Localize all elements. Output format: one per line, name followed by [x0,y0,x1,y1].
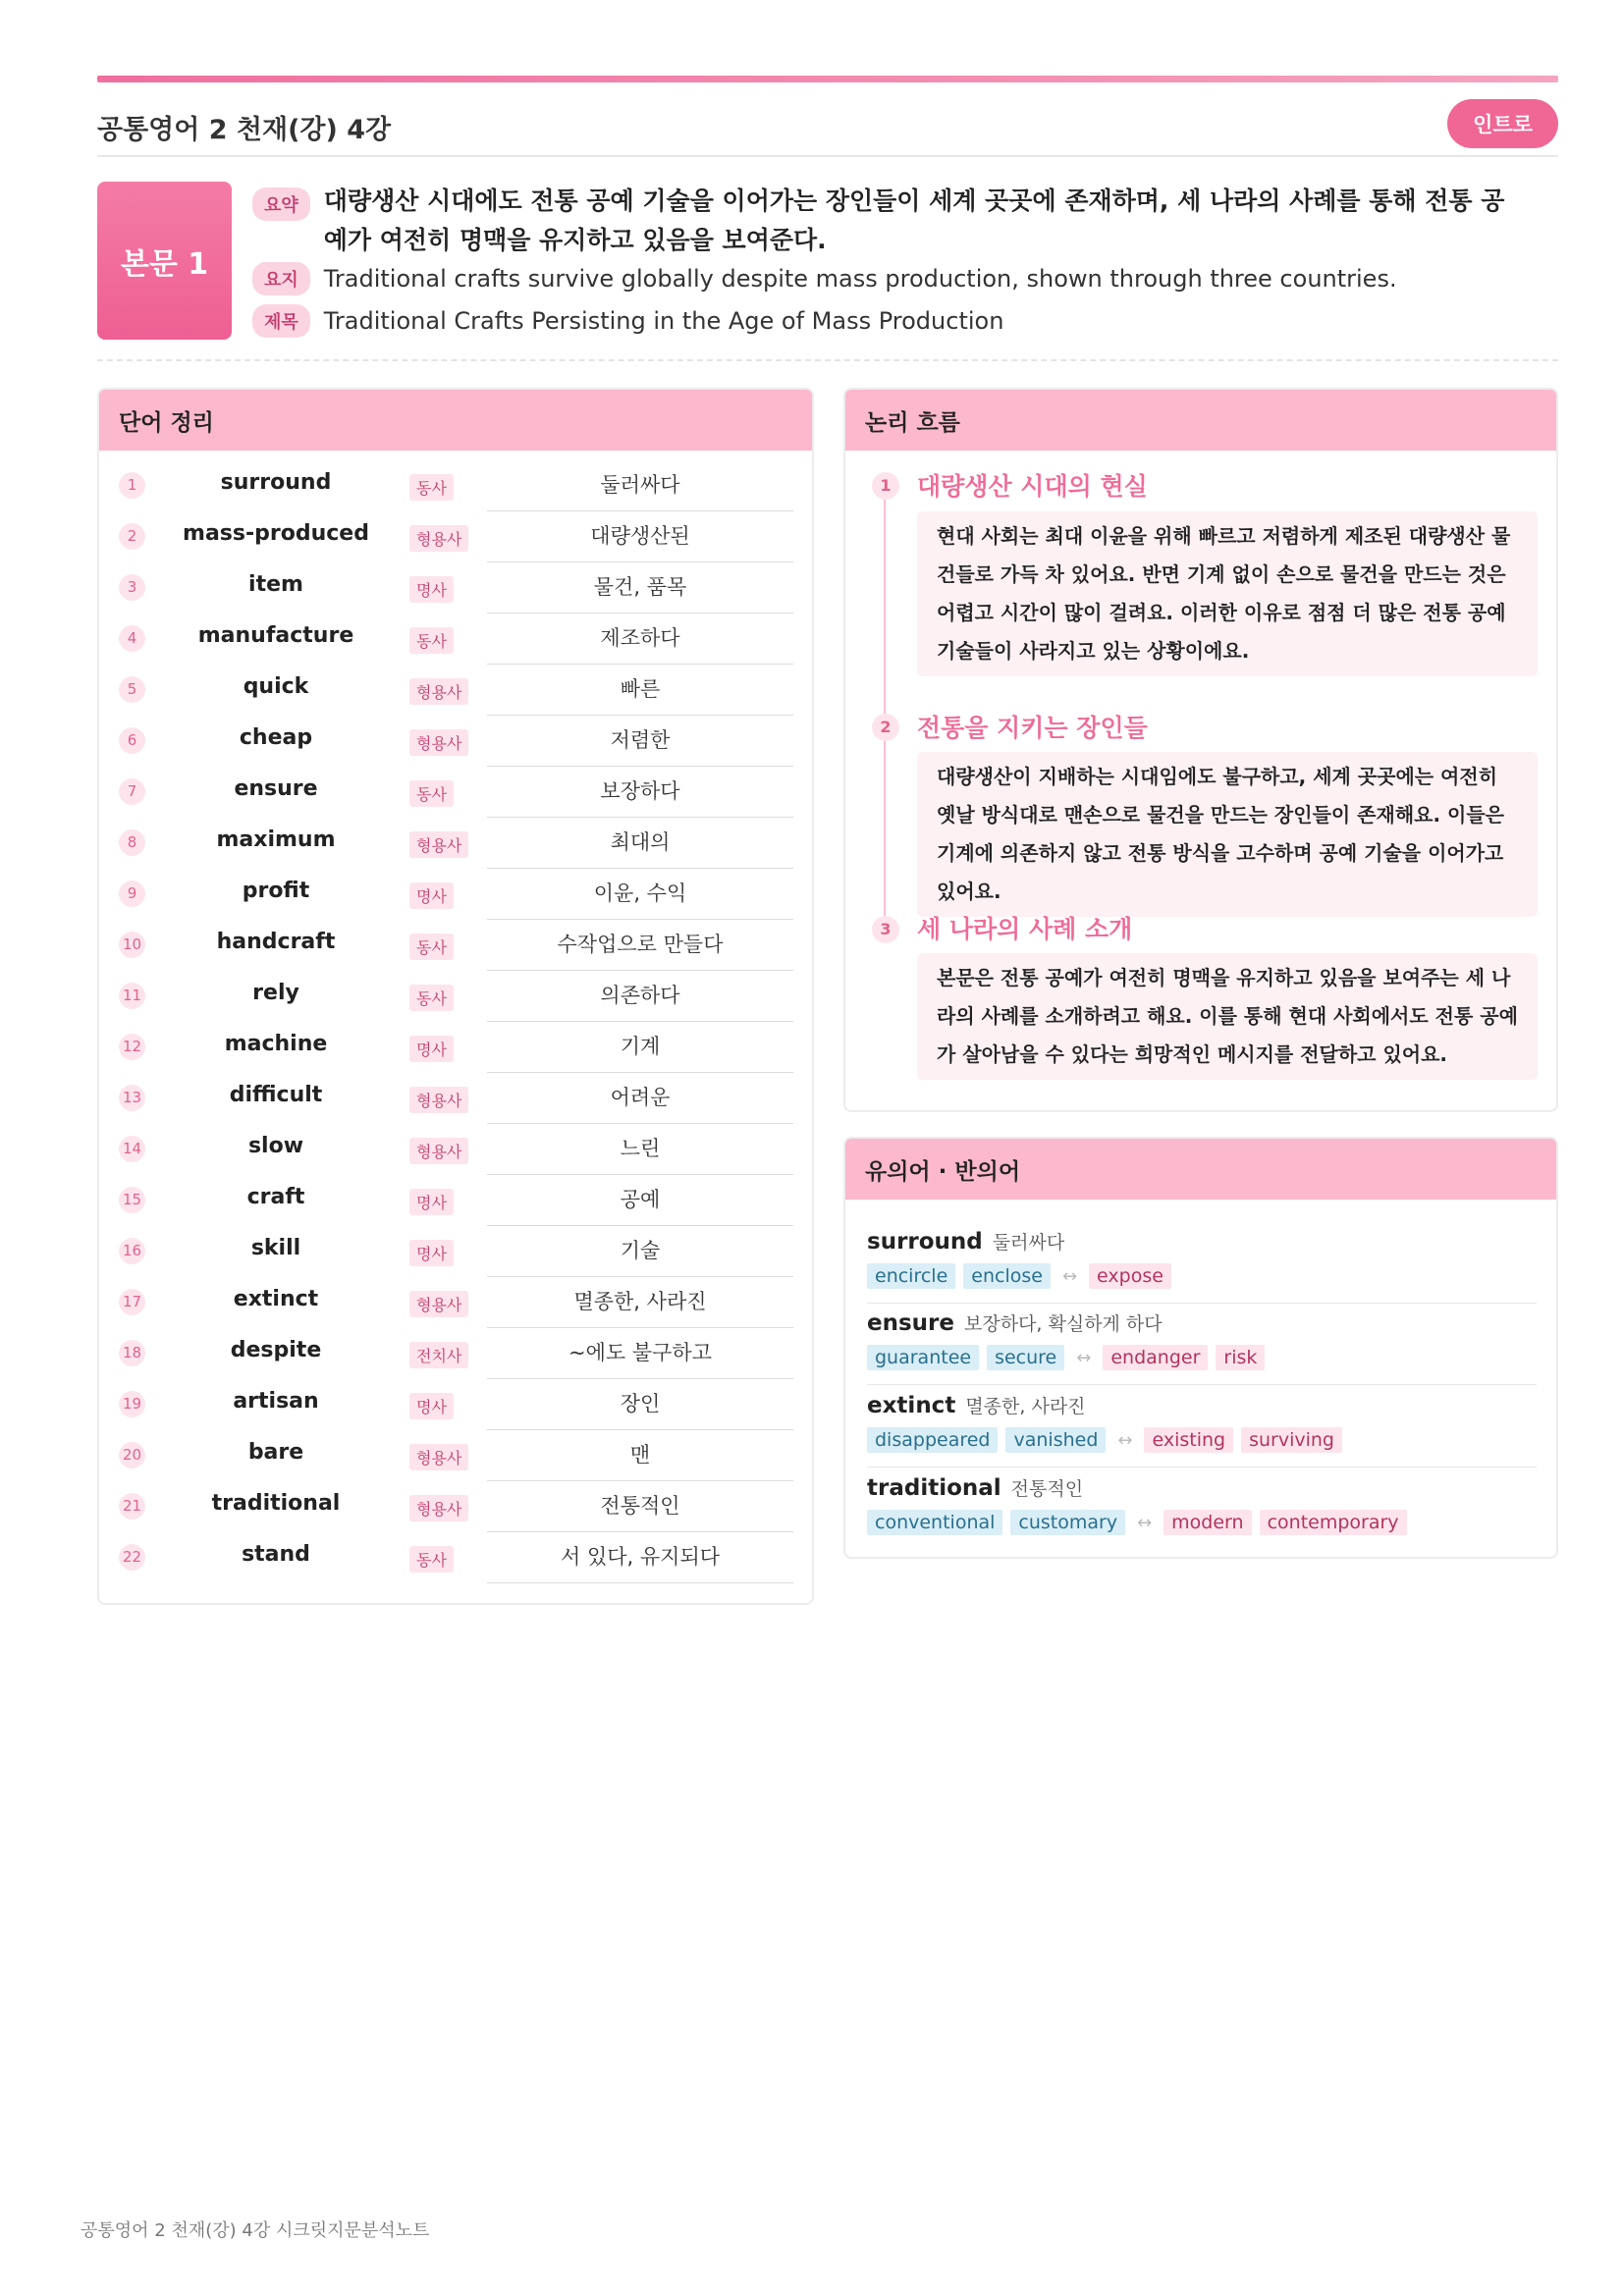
opposite-arrow-icon: ↔ [1137,1512,1153,1533]
vocab-word: stand [242,1542,310,1567]
vocab-number: 13 [119,1085,145,1111]
vocab-meaning: 기계 [487,1022,793,1073]
vocab-row [99,869,812,920]
title-tag: 제목 [252,304,310,338]
vocab-meaning: 전통적인 [487,1481,793,1532]
vocab-word: profit [242,879,310,903]
flow-step-number: 2 [872,714,899,741]
vocab-meaning: 수작업으로 만들다 [487,920,793,971]
vocab-pos-badge: 형용사 [409,1138,468,1164]
synonym-chips [867,1510,1415,1535]
antonym-chip: contemporary [1260,1510,1407,1535]
gist-tag: 요지 [252,262,310,295]
vocab-word: artisan [233,1389,319,1414]
vocab-pos-badge: 형용사 [409,729,468,756]
synonym-word: surround [867,1229,983,1255]
vocab-number: 9 [119,881,145,907]
logic-flow-panel [843,388,1558,1112]
antonym-chip: existing [1144,1427,1233,1453]
synonym-chip: secure [987,1345,1064,1370]
flow-step-title: 전통을 지키는 장인들 [917,714,1148,742]
summary-row [252,182,1522,260]
vocab-row [99,1379,812,1430]
vocab-heading: 단어 정리 [99,390,812,451]
vocab-number: 5 [119,676,145,703]
vocab-meaning: 의존하다 [487,971,793,1022]
vocab-pos-badge: 명사 [409,1240,454,1266]
synonym-chip: enclose [963,1263,1051,1289]
vocab-number: 15 [119,1187,145,1213]
synonym-chips [867,1345,1272,1370]
vocab-word: bare [247,1440,304,1465]
vocab-word: craft [246,1185,305,1209]
title-text: Traditional Crafts Persisting in the Age of Mass Production [323,307,1004,335]
vocab-pos-badge: 명사 [409,1036,454,1062]
vocab-number: 16 [119,1238,145,1264]
vocab-row [99,1124,812,1175]
vocab-row [99,1481,812,1532]
vocab-word: manufacture [197,623,354,648]
flow-step-text: 현대 사회는 최대 이윤을 위해 빠르고 저렴하게 제조된 대량생산 물건들로 가득 차 있어요. 반면 기계 없이 손으로 물건을 만드는 것은 어렵고 시간이 많이 걸려요. 이러한 이유로 점점 더 많은 전통 공예 기술들이 사라지고 있는 상황이에요. [917,511,1538,676]
antonym-chip: surviving [1241,1427,1342,1453]
vocab-meaning: 맨 [487,1430,793,1481]
vocab-pos-badge: 전치사 [409,1342,468,1368]
gist-row [252,262,1397,295]
vocab-meaning: 기술 [487,1226,793,1277]
vocab-number: 21 [119,1493,145,1520]
vocab-word: skill [250,1236,301,1260]
synonym-head [867,1474,1083,1501]
opposite-arrow-icon: ↔ [1117,1429,1133,1451]
vocab-number: 8 [119,829,145,856]
page-footer: 공통영어 2 천재(강) 4강 시크릿지문분석노트 [81,2220,430,2241]
synonym-item [867,1222,1537,1304]
page-header [97,98,1558,157]
vocab-pos-badge: 형용사 [409,678,468,705]
opposite-arrow-icon: ↔ [1061,1265,1078,1287]
vocab-row [99,1328,812,1379]
vocab-pos-badge: 형용사 [409,1087,468,1113]
vocab-number: 10 [119,932,145,958]
vocab-meaning: 느린 [487,1124,793,1175]
vocab-row [99,460,812,511]
vocab-row [99,511,812,562]
vocab-pos-badge: 명사 [409,1189,454,1215]
vocab-word: maximum [216,828,336,852]
vocab-word: difficult [229,1083,323,1107]
vocab-word: quick [243,674,309,699]
flow-step-title: 대량생산 시대의 현실 [917,472,1148,501]
vocab-number: 2 [119,523,145,550]
vocab-word: machine [224,1032,328,1056]
top-accent-bar [97,76,1558,82]
title-row [252,304,1003,338]
vocab-number: 22 [119,1544,145,1571]
page-title: 공통영어 2 천재(강) 4강 [97,114,392,145]
vocab-word: ensure [234,776,318,801]
vocab-word: item [248,572,303,597]
vocab-row [99,1532,812,1583]
synonym-chip: customary [1010,1510,1125,1535]
vocab-row [99,562,812,614]
flow-step-number: 3 [872,916,899,943]
vocab-row [99,1073,812,1124]
antonym-chip: endanger [1103,1345,1208,1370]
synonym-heading: 유의어 · 반의어 [845,1139,1556,1200]
vocab-row [99,1226,812,1277]
synonym-meaning: 멸종한, 사라진 [965,1396,1086,1417]
vocab-word: despite [230,1338,322,1362]
vocab-number: 20 [119,1442,145,1468]
synonym-chip: encircle [867,1263,955,1289]
vocab-word: mass-produced [183,521,369,546]
synonym-chip: vanished [1005,1427,1106,1453]
antonym-chip: risk [1216,1345,1265,1370]
summary-text: 대량생산 시대에도 전통 공예 기술을 이어가는 장인들이 세계 곳곳에 존재하며, 세 나라의 사례를 통해 전통 공예가 여전히 명맥을 유지하고 있음을 보여준다. [323,187,1505,254]
vocab-pos-badge: 명사 [409,576,454,603]
vocab-row [99,1277,812,1328]
flow-step-text: 대량생산이 지배하는 시대임에도 불구하고, 세계 곳곳에는 여전히 옛날 방식대로 맨손으로 물건을 만드는 장인들이 존재해요. 이들은 기계에 의존하지 않고 전통 방식을 고수하며 공예 기술을 이어가고 있어요. [917,752,1538,917]
antonym-chip: modern [1163,1510,1251,1535]
vocab-meaning: 멸종한, 사라진 [487,1277,793,1328]
vocab-row [99,920,812,971]
vocab-meaning: 이윤, 수익 [487,869,793,920]
synonym-chips [867,1263,1179,1289]
vocab-word: slow [247,1134,304,1158]
opposite-arrow-icon: ↔ [1076,1347,1092,1368]
vocab-pos-badge: 형용사 [409,831,468,858]
vocab-number: 7 [119,778,145,805]
vocab-number: 17 [119,1289,145,1315]
vocab-number: 4 [119,625,145,652]
vocab-pos-badge: 형용사 [409,1291,468,1317]
vocab-number: 18 [119,1340,145,1366]
vocab-number: 1 [119,472,145,499]
flow-step-text: 본문은 전통 공예가 여전히 명맥을 유지하고 있음을 보여주는 세 나라의 사례를 소개하려고 해요. 이를 통해 현대 사회에서도 전통 공예가 살아남을 수 있다는 희망적인 메시지를 전달하고 있어요. [917,953,1538,1080]
synonym-chip: conventional [867,1510,1002,1535]
synonym-word: ensure [867,1310,954,1336]
vocab-word: extinct [233,1287,319,1311]
vocab-meaning: 공예 [487,1175,793,1226]
vocab-row [99,971,812,1022]
synonym-head [867,1392,1086,1418]
intro-button[interactable]: 인트로 [1447,99,1558,148]
flow-step-number: 1 [872,472,899,500]
synonym-meaning: 둘러싸다 [992,1232,1065,1254]
synonym-meaning: 보장하다, 확실하게 하다 [963,1313,1163,1335]
vocab-row [99,1430,812,1481]
vocab-number: 11 [119,983,145,1009]
vocab-row [99,818,812,869]
vocab-pos-badge: 동사 [409,627,454,654]
vocab-meaning: 빠른 [487,665,793,716]
vocab-meaning: 제조하다 [487,614,793,665]
vocab-number: 14 [119,1136,145,1162]
synonym-meaning: 전통적인 [1010,1478,1084,1500]
synonym-chip: guarantee [867,1345,979,1370]
vocab-number: 19 [119,1391,145,1417]
vocab-meaning: 보장하다 [487,767,793,818]
vocab-row [99,665,812,716]
vocab-word: surround [220,470,332,495]
synonym-chip: disappeared [867,1427,998,1453]
vocab-meaning: 둘러싸다 [487,460,793,511]
vocab-pos-badge: 동사 [409,934,454,960]
summary-tag: 요약 [252,187,310,221]
vocab-number: 12 [119,1034,145,1060]
vocab-meaning: 어려운 [487,1073,793,1124]
vocab-row [99,614,812,665]
vocab-meaning: ~에도 불구하고 [487,1328,793,1379]
antonym-chip: expose [1089,1263,1171,1289]
synonym-head [867,1228,1064,1255]
vocab-pos-badge: 명사 [409,1393,454,1419]
vocab-meaning: 대량생산된 [487,511,793,562]
vocab-pos-badge: 동사 [409,1546,454,1573]
gist-text: Traditional crafts survive globally despite mass production, shown through three countries. [323,265,1397,293]
vocab-row [99,1175,812,1226]
vocab-number: 6 [119,727,145,754]
synonym-word: extinct [867,1393,956,1418]
vocab-meaning: 저렴한 [487,716,793,767]
vocab-word: cheap [239,725,313,750]
vocab-meaning: 서 있다, 유지되다 [487,1532,793,1583]
vocab-row [99,1022,812,1073]
vocab-panel [97,388,814,1605]
synonym-item [867,1386,1537,1468]
vocab-meaning: 최대의 [487,818,793,869]
vocab-pos-badge: 동사 [409,474,454,501]
section-label: 본문 1 [97,182,232,340]
vocab-pos-badge: 동사 [409,780,454,807]
vocab-meaning: 물건, 품목 [487,562,793,614]
vocab-pos-badge: 형용사 [409,525,468,552]
flow-step-title: 세 나라의 사례 소개 [917,915,1133,943]
synonym-head [867,1309,1163,1336]
vocab-pos-badge: 형용사 [409,1444,468,1470]
vocab-word: rely [252,981,299,1005]
synonym-chips [867,1427,1350,1453]
summary-section [97,182,1558,361]
vocab-row [99,767,812,818]
vocab-row [99,716,812,767]
vocab-pos-badge: 형용사 [409,1495,468,1522]
synonym-antonym-panel [843,1137,1558,1559]
vocab-number: 3 [119,574,145,601]
synonym-item [867,1304,1537,1385]
vocab-pos-badge: 동사 [409,985,454,1011]
synonym-word: traditional [867,1475,1001,1501]
flow-heading: 논리 흐름 [845,390,1556,451]
vocab-meaning: 장인 [487,1379,793,1430]
vocab-pos-badge: 명사 [409,882,454,909]
synonym-item [867,1468,1537,1550]
vocab-word: handcraft [216,930,336,954]
vocab-word: traditional [211,1491,341,1516]
